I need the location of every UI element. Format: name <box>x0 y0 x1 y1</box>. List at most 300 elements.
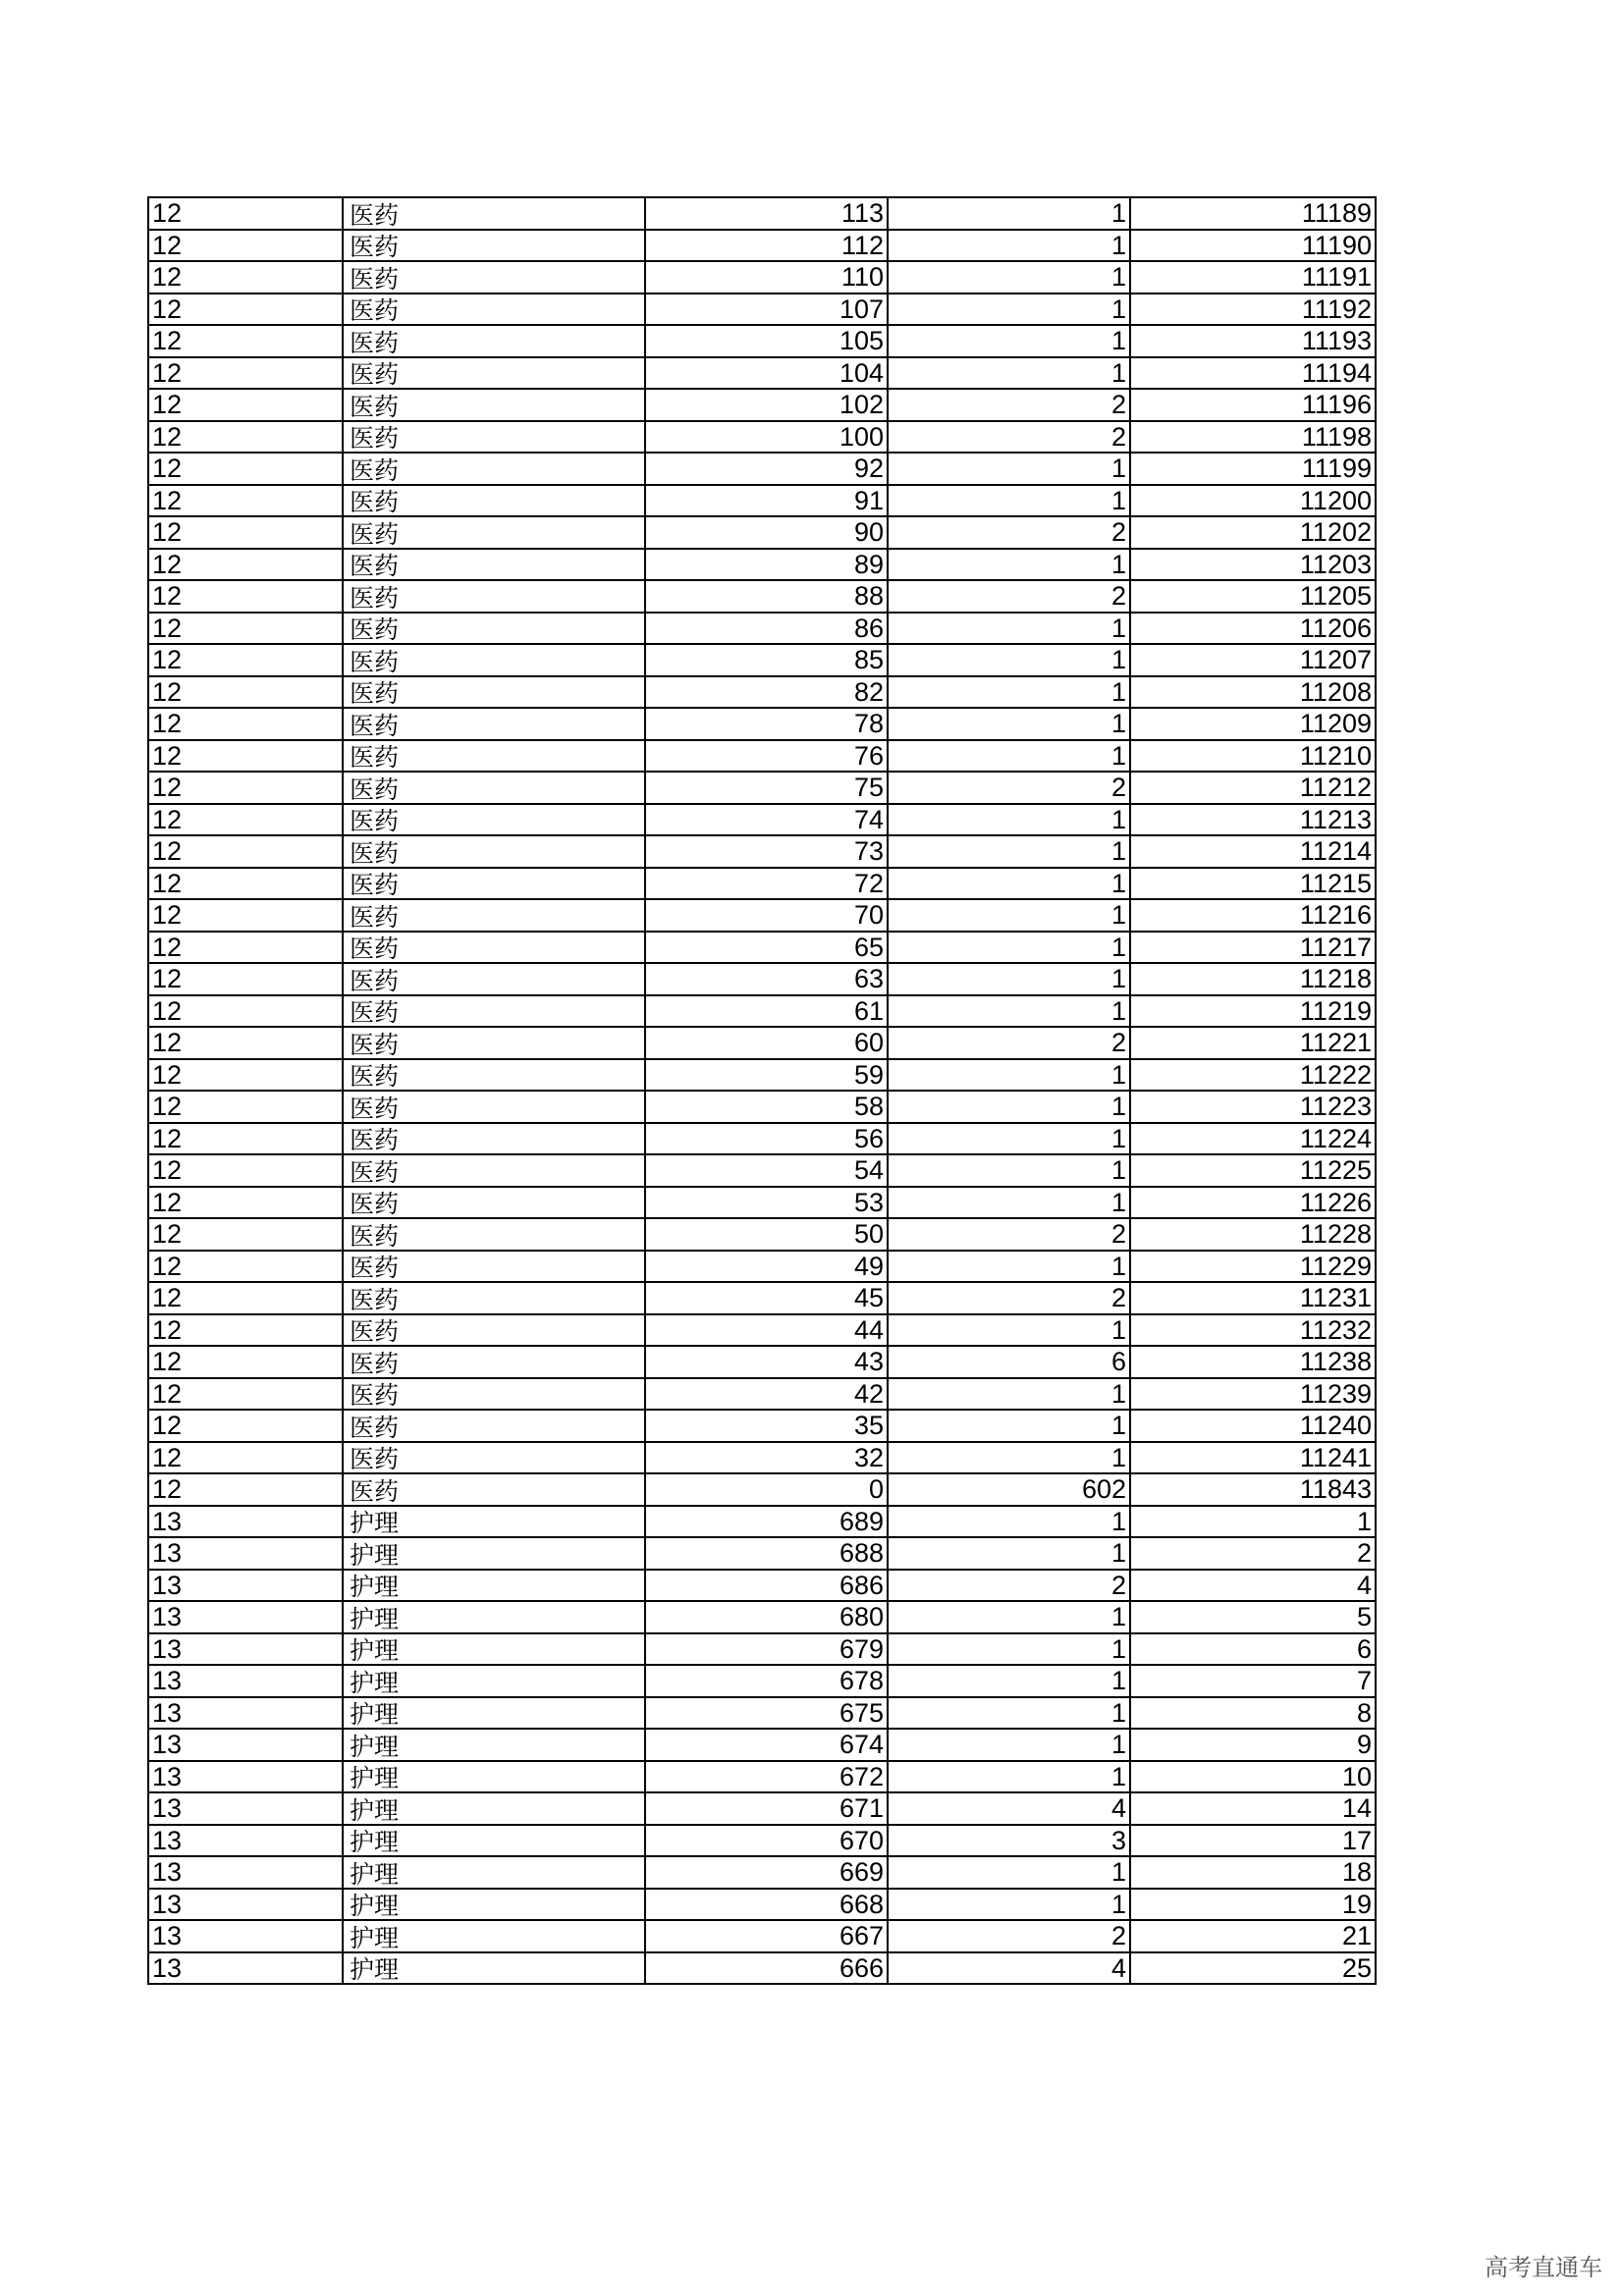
table-row <box>148 708 1376 740</box>
table-row <box>148 325 1376 357</box>
category-name-cell: 医药 <box>343 708 645 740</box>
category-name-cell: 护理 <box>343 1633 645 1666</box>
count-cell: 4 <box>888 1792 1130 1825</box>
cumulative-count-cell: 11843 <box>1130 1473 1376 1506</box>
count-cell: 2 <box>888 1920 1130 1952</box>
category-code-cell: 12 <box>148 261 343 294</box>
table-row <box>148 1633 1376 1666</box>
category-name-cell: 医药 <box>343 676 645 709</box>
score-cell: 110 <box>645 261 888 294</box>
count-cell: 1 <box>888 613 1130 645</box>
cumulative-count-cell: 11202 <box>1130 516 1376 549</box>
table-row <box>148 1282 1376 1314</box>
category-code-cell: 12 <box>148 963 343 995</box>
category-code-cell: 13 <box>148 1729 343 1761</box>
category-name-cell: 医药 <box>343 357 645 390</box>
category-name-cell: 医药 <box>343 740 645 773</box>
category-code-cell: 12 <box>148 421 343 454</box>
table-row <box>148 1027 1376 1059</box>
cumulative-count-cell: 1 <box>1130 1506 1376 1538</box>
category-code-cell: 13 <box>148 1920 343 1952</box>
table-row <box>148 1952 1376 1985</box>
category-code-cell: 13 <box>148 1856 343 1889</box>
category-code-cell: 12 <box>148 1314 343 1347</box>
category-name-cell: 护理 <box>343 1697 645 1730</box>
category-name-cell: 医药 <box>343 1378 645 1411</box>
count-cell: 2 <box>888 389 1130 421</box>
cumulative-count-cell: 11240 <box>1130 1410 1376 1442</box>
score-cell: 63 <box>645 963 888 995</box>
table-row <box>148 1665 1376 1697</box>
category-name-cell: 护理 <box>343 1792 645 1825</box>
score-cell: 0 <box>645 1473 888 1506</box>
score-cell: 58 <box>645 1091 888 1123</box>
category-name-cell: 护理 <box>343 1665 645 1697</box>
cumulative-count-cell: 10 <box>1130 1761 1376 1793</box>
table-row <box>148 1506 1376 1538</box>
count-cell: 3 <box>888 1825 1130 1857</box>
cumulative-count-cell: 8 <box>1130 1697 1376 1730</box>
score-cell: 61 <box>645 995 888 1028</box>
count-cell: 1 <box>888 1889 1130 1921</box>
count-cell: 1 <box>888 230 1130 262</box>
score-cell: 92 <box>645 453 888 485</box>
count-cell: 1 <box>888 549 1130 581</box>
category-name-cell: 护理 <box>343 1506 645 1538</box>
count-cell: 1 <box>888 963 1130 995</box>
count-cell: 1 <box>888 1729 1130 1761</box>
count-cell: 1 <box>888 868 1130 900</box>
table-row <box>148 1410 1376 1442</box>
table-row <box>148 1473 1376 1506</box>
score-cell: 74 <box>645 804 888 836</box>
category-name-cell: 医药 <box>343 644 645 676</box>
category-name-cell: 护理 <box>343 1601 645 1633</box>
table-row <box>148 1537 1376 1570</box>
category-name-cell: 医药 <box>343 261 645 294</box>
table-row <box>148 1314 1376 1347</box>
cumulative-count-cell: 11209 <box>1130 708 1376 740</box>
category-code-cell: 12 <box>148 1123 343 1155</box>
table-row <box>148 899 1376 932</box>
count-cell: 1 <box>888 453 1130 485</box>
count-cell: 1 <box>888 1697 1130 1730</box>
count-cell: 1 <box>888 1601 1130 1633</box>
category-name-cell: 护理 <box>343 1570 645 1602</box>
category-code-cell: 12 <box>148 1251 343 1283</box>
table-row <box>148 1570 1376 1602</box>
category-code-cell: 12 <box>148 1442 343 1474</box>
category-name-cell: 医药 <box>343 197 645 230</box>
score-cell: 670 <box>645 1825 888 1857</box>
category-code-cell: 12 <box>148 389 343 421</box>
table-row <box>148 230 1376 262</box>
cumulative-count-cell: 9 <box>1130 1729 1376 1761</box>
cumulative-count-cell: 14 <box>1130 1792 1376 1825</box>
category-code-cell: 12 <box>148 1282 343 1314</box>
cumulative-count-cell: 11219 <box>1130 995 1376 1028</box>
score-cell: 90 <box>645 516 888 549</box>
category-code-cell: 12 <box>148 230 343 262</box>
category-code-cell: 13 <box>148 1506 343 1538</box>
category-code-cell: 13 <box>148 1537 343 1570</box>
score-cell: 78 <box>645 708 888 740</box>
cumulative-count-cell: 11224 <box>1130 1123 1376 1155</box>
score-cell: 73 <box>645 835 888 868</box>
score-cell: 669 <box>645 1856 888 1889</box>
table-row <box>148 932 1376 964</box>
count-cell: 2 <box>888 580 1130 613</box>
cumulative-count-cell: 11206 <box>1130 613 1376 645</box>
table-row <box>148 995 1376 1028</box>
count-cell: 6 <box>888 1346 1130 1378</box>
cumulative-count-cell: 11199 <box>1130 453 1376 485</box>
category-name-cell: 医药 <box>343 1473 645 1506</box>
count-cell: 1 <box>888 1123 1130 1155</box>
score-cell: 680 <box>645 1601 888 1633</box>
category-code-cell: 12 <box>148 740 343 773</box>
category-code-cell: 13 <box>148 1601 343 1633</box>
score-cell: 674 <box>645 1729 888 1761</box>
score-cell: 88 <box>645 580 888 613</box>
cumulative-count-cell: 21 <box>1130 1920 1376 1952</box>
cumulative-count-cell: 11238 <box>1130 1346 1376 1378</box>
count-cell: 1 <box>888 835 1130 868</box>
cumulative-count-cell: 11191 <box>1130 261 1376 294</box>
table-row <box>148 261 1376 294</box>
score-cell: 50 <box>645 1218 888 1251</box>
cumulative-count-cell: 11215 <box>1130 868 1376 900</box>
table-row <box>148 485 1376 517</box>
category-name-cell: 医药 <box>343 1154 645 1187</box>
category-code-cell: 12 <box>148 932 343 964</box>
category-name-cell: 医药 <box>343 1410 645 1442</box>
table-row <box>148 1123 1376 1155</box>
score-cell: 679 <box>645 1633 888 1666</box>
count-cell: 1 <box>888 1537 1130 1570</box>
score-cell: 675 <box>645 1697 888 1730</box>
table-row <box>148 1154 1376 1187</box>
cumulative-count-cell: 11239 <box>1130 1378 1376 1411</box>
count-cell: 1 <box>888 1442 1130 1474</box>
count-cell: 1 <box>888 740 1130 773</box>
category-name-cell: 医药 <box>343 1187 645 1219</box>
category-code-cell: 12 <box>148 1091 343 1123</box>
cumulative-count-cell: 11241 <box>1130 1442 1376 1474</box>
cumulative-count-cell: 7 <box>1130 1665 1376 1697</box>
table-row <box>148 294 1376 326</box>
score-cell: 667 <box>645 1920 888 1952</box>
count-cell: 1 <box>888 644 1130 676</box>
cumulative-count-cell: 11213 <box>1130 804 1376 836</box>
table-row <box>148 1729 1376 1761</box>
category-code-cell: 12 <box>148 835 343 868</box>
count-cell: 1 <box>888 197 1130 230</box>
table-row <box>148 389 1376 421</box>
cumulative-count-cell: 25 <box>1130 1952 1376 1985</box>
score-cell: 102 <box>645 389 888 421</box>
score-cell: 75 <box>645 772 888 804</box>
table-row <box>148 644 1376 676</box>
score-cell: 45 <box>645 1282 888 1314</box>
category-name-cell: 医药 <box>343 1314 645 1347</box>
score-cell: 91 <box>645 485 888 517</box>
category-code-cell: 12 <box>148 1027 343 1059</box>
category-code-cell: 12 <box>148 868 343 900</box>
table-row <box>148 1218 1376 1251</box>
category-name-cell: 医药 <box>343 932 645 964</box>
score-cell: 672 <box>645 1761 888 1793</box>
cumulative-count-cell: 11222 <box>1130 1059 1376 1092</box>
category-name-cell: 医药 <box>343 1251 645 1283</box>
category-name-cell: 医药 <box>343 963 645 995</box>
table-row <box>148 613 1376 645</box>
category-name-cell: 医药 <box>343 421 645 454</box>
count-cell: 2 <box>888 516 1130 549</box>
table-row <box>148 580 1376 613</box>
cumulative-count-cell: 19 <box>1130 1889 1376 1921</box>
category-code-cell: 12 <box>148 676 343 709</box>
table-row <box>148 1378 1376 1411</box>
score-cell: 678 <box>645 1665 888 1697</box>
category-code-cell: 13 <box>148 1633 343 1666</box>
category-code-cell: 12 <box>148 549 343 581</box>
cumulative-count-cell: 2 <box>1130 1537 1376 1570</box>
category-name-cell: 医药 <box>343 1282 645 1314</box>
cumulative-count-cell: 18 <box>1130 1856 1376 1889</box>
cumulative-count-cell: 17 <box>1130 1825 1376 1857</box>
score-cell: 689 <box>645 1506 888 1538</box>
table-row <box>148 1920 1376 1952</box>
score-cell: 59 <box>645 1059 888 1092</box>
table-row <box>148 772 1376 804</box>
category-name-cell: 医药 <box>343 772 645 804</box>
cumulative-count-cell: 11210 <box>1130 740 1376 773</box>
count-cell: 1 <box>888 1378 1130 1411</box>
category-code-cell: 13 <box>148 1761 343 1793</box>
category-code-cell: 12 <box>148 644 343 676</box>
category-name-cell: 医药 <box>343 1059 645 1092</box>
score-cell: 65 <box>645 932 888 964</box>
category-code-cell: 12 <box>148 485 343 517</box>
cumulative-count-cell: 11203 <box>1130 549 1376 581</box>
count-cell: 1 <box>888 1059 1130 1092</box>
count-cell: 1 <box>888 1187 1130 1219</box>
score-cell: 56 <box>645 1123 888 1155</box>
count-cell: 2 <box>888 1218 1130 1251</box>
score-cell: 44 <box>645 1314 888 1347</box>
score-cell: 82 <box>645 676 888 709</box>
category-code-cell: 12 <box>148 325 343 357</box>
count-cell: 1 <box>888 485 1130 517</box>
score-cell: 113 <box>645 197 888 230</box>
cumulative-count-cell: 11190 <box>1130 230 1376 262</box>
table-row <box>148 1825 1376 1857</box>
table-row <box>148 197 1376 230</box>
cumulative-count-cell: 11193 <box>1130 325 1376 357</box>
table-row <box>148 1442 1376 1474</box>
score-cell: 72 <box>645 868 888 900</box>
category-name-cell: 医药 <box>343 325 645 357</box>
count-cell: 1 <box>888 325 1130 357</box>
cumulative-count-cell: 11218 <box>1130 963 1376 995</box>
table-row <box>148 804 1376 836</box>
category-name-cell: 医药 <box>343 485 645 517</box>
category-name-cell: 医药 <box>343 868 645 900</box>
score-cell: 49 <box>645 1251 888 1283</box>
score-cell: 86 <box>645 613 888 645</box>
table-row <box>148 1889 1376 1921</box>
table-row <box>148 1856 1376 1889</box>
score-cell: 671 <box>645 1792 888 1825</box>
count-cell: 1 <box>888 1091 1130 1123</box>
score-cell: 43 <box>645 1346 888 1378</box>
category-name-cell: 医药 <box>343 549 645 581</box>
count-cell: 1 <box>888 1761 1130 1793</box>
count-cell: 1 <box>888 1314 1130 1347</box>
score-cell: 686 <box>645 1570 888 1602</box>
cumulative-count-cell: 11231 <box>1130 1282 1376 1314</box>
cumulative-count-cell: 11194 <box>1130 357 1376 390</box>
table-row <box>148 516 1376 549</box>
cumulative-count-cell: 11207 <box>1130 644 1376 676</box>
category-code-cell: 12 <box>148 516 343 549</box>
count-cell: 1 <box>888 932 1130 964</box>
category-code-cell: 12 <box>148 1218 343 1251</box>
cumulative-count-cell: 5 <box>1130 1601 1376 1633</box>
table-row <box>148 1251 1376 1283</box>
score-cell: 89 <box>645 549 888 581</box>
category-name-cell: 医药 <box>343 995 645 1028</box>
table-row <box>148 549 1376 581</box>
cumulative-count-cell: 11223 <box>1130 1091 1376 1123</box>
category-code-cell: 12 <box>148 899 343 932</box>
category-code-cell: 12 <box>148 772 343 804</box>
count-cell: 1 <box>888 294 1130 326</box>
category-name-cell: 医药 <box>343 835 645 868</box>
category-code-cell: 13 <box>148 1570 343 1602</box>
category-name-cell: 医药 <box>343 613 645 645</box>
category-name-cell: 医药 <box>343 1123 645 1155</box>
cumulative-count-cell: 11192 <box>1130 294 1376 326</box>
category-code-cell: 12 <box>148 1187 343 1219</box>
category-name-cell: 医药 <box>343 389 645 421</box>
score-cell: 107 <box>645 294 888 326</box>
count-cell: 602 <box>888 1473 1130 1506</box>
count-cell: 1 <box>888 676 1130 709</box>
category-code-cell: 12 <box>148 708 343 740</box>
category-name-cell: 医药 <box>343 230 645 262</box>
watermark-text: 高考直通车 <box>1485 2254 1602 2281</box>
cumulative-count-cell: 11232 <box>1130 1314 1376 1347</box>
table-row <box>148 1601 1376 1633</box>
category-code-cell: 12 <box>148 1154 343 1187</box>
count-cell: 1 <box>888 995 1130 1028</box>
count-cell: 1 <box>888 1154 1130 1187</box>
count-cell: 2 <box>888 1570 1130 1602</box>
table-row <box>148 740 1376 773</box>
category-name-cell: 护理 <box>343 1889 645 1921</box>
table-row <box>148 676 1376 709</box>
category-code-cell: 12 <box>148 1410 343 1442</box>
table-row <box>148 421 1376 454</box>
table-row <box>148 1761 1376 1793</box>
count-cell: 1 <box>888 899 1130 932</box>
cumulative-count-cell: 11217 <box>1130 932 1376 964</box>
category-name-cell: 医药 <box>343 1442 645 1474</box>
category-code-cell: 12 <box>148 995 343 1028</box>
score-cell: 104 <box>645 357 888 390</box>
table-row <box>148 1091 1376 1123</box>
score-distribution-table <box>147 196 1377 1985</box>
table-row <box>148 357 1376 390</box>
table-row <box>148 868 1376 900</box>
category-name-cell: 医药 <box>343 804 645 836</box>
table-row <box>148 1697 1376 1730</box>
cumulative-count-cell: 11212 <box>1130 772 1376 804</box>
cumulative-count-cell: 11208 <box>1130 676 1376 709</box>
category-name-cell: 护理 <box>343 1920 645 1952</box>
category-name-cell: 医药 <box>343 1218 645 1251</box>
category-name-cell: 医药 <box>343 899 645 932</box>
category-name-cell: 护理 <box>343 1729 645 1761</box>
score-cell: 76 <box>645 740 888 773</box>
score-cell: 668 <box>645 1889 888 1921</box>
cumulative-count-cell: 11216 <box>1130 899 1376 932</box>
count-cell: 2 <box>888 1027 1130 1059</box>
category-name-cell: 护理 <box>343 1856 645 1889</box>
count-cell: 1 <box>888 1251 1130 1283</box>
count-cell: 2 <box>888 772 1130 804</box>
count-cell: 1 <box>888 1410 1130 1442</box>
score-cell: 666 <box>645 1952 888 1985</box>
category-code-cell: 12 <box>148 1473 343 1506</box>
category-code-cell: 12 <box>148 294 343 326</box>
category-name-cell: 医药 <box>343 516 645 549</box>
count-cell: 1 <box>888 1506 1130 1538</box>
cumulative-count-cell: 11221 <box>1130 1027 1376 1059</box>
cumulative-count-cell: 11205 <box>1130 580 1376 613</box>
count-cell: 1 <box>888 708 1130 740</box>
cumulative-count-cell: 11200 <box>1130 485 1376 517</box>
score-cell: 35 <box>645 1410 888 1442</box>
score-cell: 70 <box>645 899 888 932</box>
category-code-cell: 12 <box>148 580 343 613</box>
category-code-cell: 13 <box>148 1792 343 1825</box>
count-cell: 4 <box>888 1952 1130 1985</box>
table-row <box>148 1059 1376 1092</box>
category-name-cell: 医药 <box>343 294 645 326</box>
table-row <box>148 1792 1376 1825</box>
cumulative-count-cell: 11198 <box>1130 421 1376 454</box>
count-cell: 1 <box>888 1633 1130 1666</box>
category-name-cell: 医药 <box>343 1346 645 1378</box>
count-cell: 1 <box>888 804 1130 836</box>
table-row <box>148 453 1376 485</box>
cumulative-count-cell: 11229 <box>1130 1251 1376 1283</box>
category-name-cell: 护理 <box>343 1761 645 1793</box>
count-cell: 1 <box>888 261 1130 294</box>
category-code-cell: 12 <box>148 613 343 645</box>
score-cell: 32 <box>645 1442 888 1474</box>
category-code-cell: 12 <box>148 1346 343 1378</box>
category-name-cell: 医药 <box>343 580 645 613</box>
count-cell: 2 <box>888 1282 1130 1314</box>
category-name-cell: 护理 <box>343 1825 645 1857</box>
category-code-cell: 12 <box>148 1059 343 1092</box>
cumulative-count-cell: 11228 <box>1130 1218 1376 1251</box>
score-cell: 105 <box>645 325 888 357</box>
